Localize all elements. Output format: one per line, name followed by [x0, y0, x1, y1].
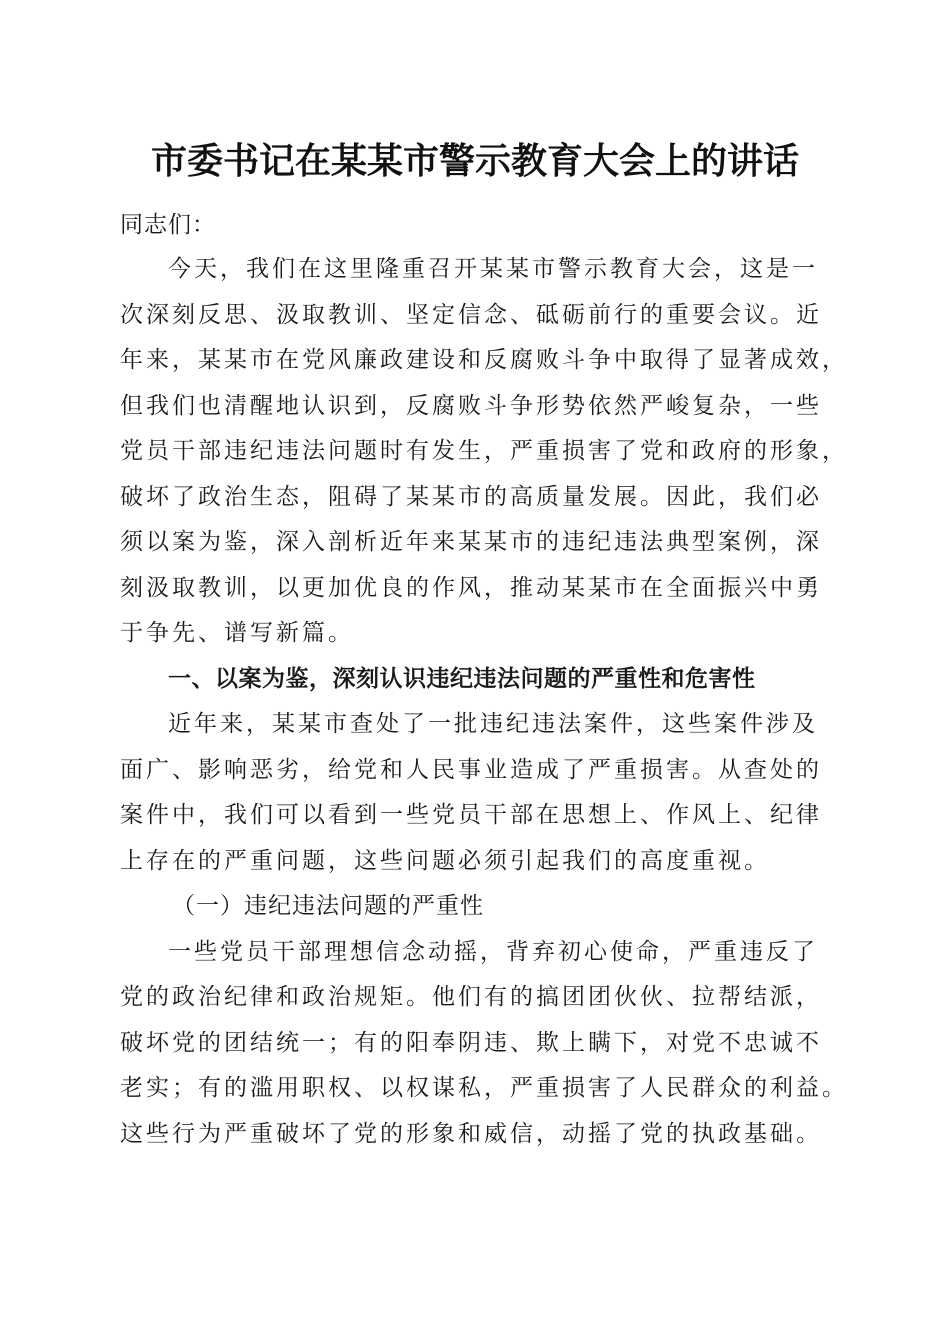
text-line: 一些党员干部理想信念动摇，背弃初心使命，严重违反了 — [168, 938, 818, 965]
text-line: 于争先、谱写新篇。 — [120, 620, 354, 646]
salutation: 同志们： — [120, 212, 216, 238]
text-line: 须以案为鉴，深入剖析近年来某某市的违纪违法典型案例，深 — [120, 529, 822, 555]
text-line: 党员干部违纪违法问题时有发生，严重损害了党和政府的形象， — [120, 438, 848, 464]
document-title: 市委书记在某某市警示教育大会上的讲话 — [150, 140, 799, 182]
text-line: 今天，我们在这里隆重召开某某市警示教育大会，这是一 — [168, 256, 818, 282]
text-line: 上存在的严重问题，这些问题必须引起我们的高度重视。 — [120, 847, 770, 874]
text-line: 案件中，我们可以看到一些党员干部在思想上、作风上、纪律 — [120, 802, 822, 828]
text-line: 面广、影响恶劣，给党和人民事业造成了严重损害。从查处的 — [120, 756, 822, 783]
section-heading-1: 一、以案为鉴，深刻认识违纪违法问题的严重性和危害性 — [168, 665, 756, 692]
text-line: 但我们也清醒地认识到，反腐败斗争形势依然严峻复杂，一些 — [120, 392, 822, 419]
text-line: 刻汲取教训，以更加优良的作风，推动某某市在全面振兴中勇 — [120, 574, 822, 601]
text-line: 次深刻反思、汲取教训、坚定信念、砥砺前行的重要会议。近 — [120, 301, 822, 328]
subsection-heading-1: （一）违纪违法问题的严重性 — [172, 893, 484, 919]
text-line: 破坏党的团结统一；有的阳奉阴违、欺上瞒下，对党不忠诚不 — [120, 1029, 822, 1056]
text-line: 党的政治纪律和政治规矩。他们有的搞团团伙伙、拉帮结派， — [120, 984, 822, 1010]
paragraph-subsection-1 — [120, 930, 848, 1158]
text-line: 近年来，某某市查处了一批违纪违法案件，这些案件涉及 — [168, 711, 818, 737]
text-line: 年来，某某市在党风廉政建设和反腐败斗争中取得了显著成效， — [120, 347, 848, 373]
text-line: 老实；有的滥用职权、以权谋私，严重损害了人民群众的利益。 — [120, 1075, 848, 1101]
paragraph-section-1 — [120, 702, 840, 884]
document-body — [120, 203, 848, 1157]
text-line: 破坏了政治生态，阻碍了某某市的高质量发展。因此，我们必 — [120, 483, 822, 510]
paragraph-opening — [120, 247, 848, 657]
text-line: 这些行为严重破坏了党的形象和威信，动摇了党的执政基础。 — [120, 1120, 822, 1147]
